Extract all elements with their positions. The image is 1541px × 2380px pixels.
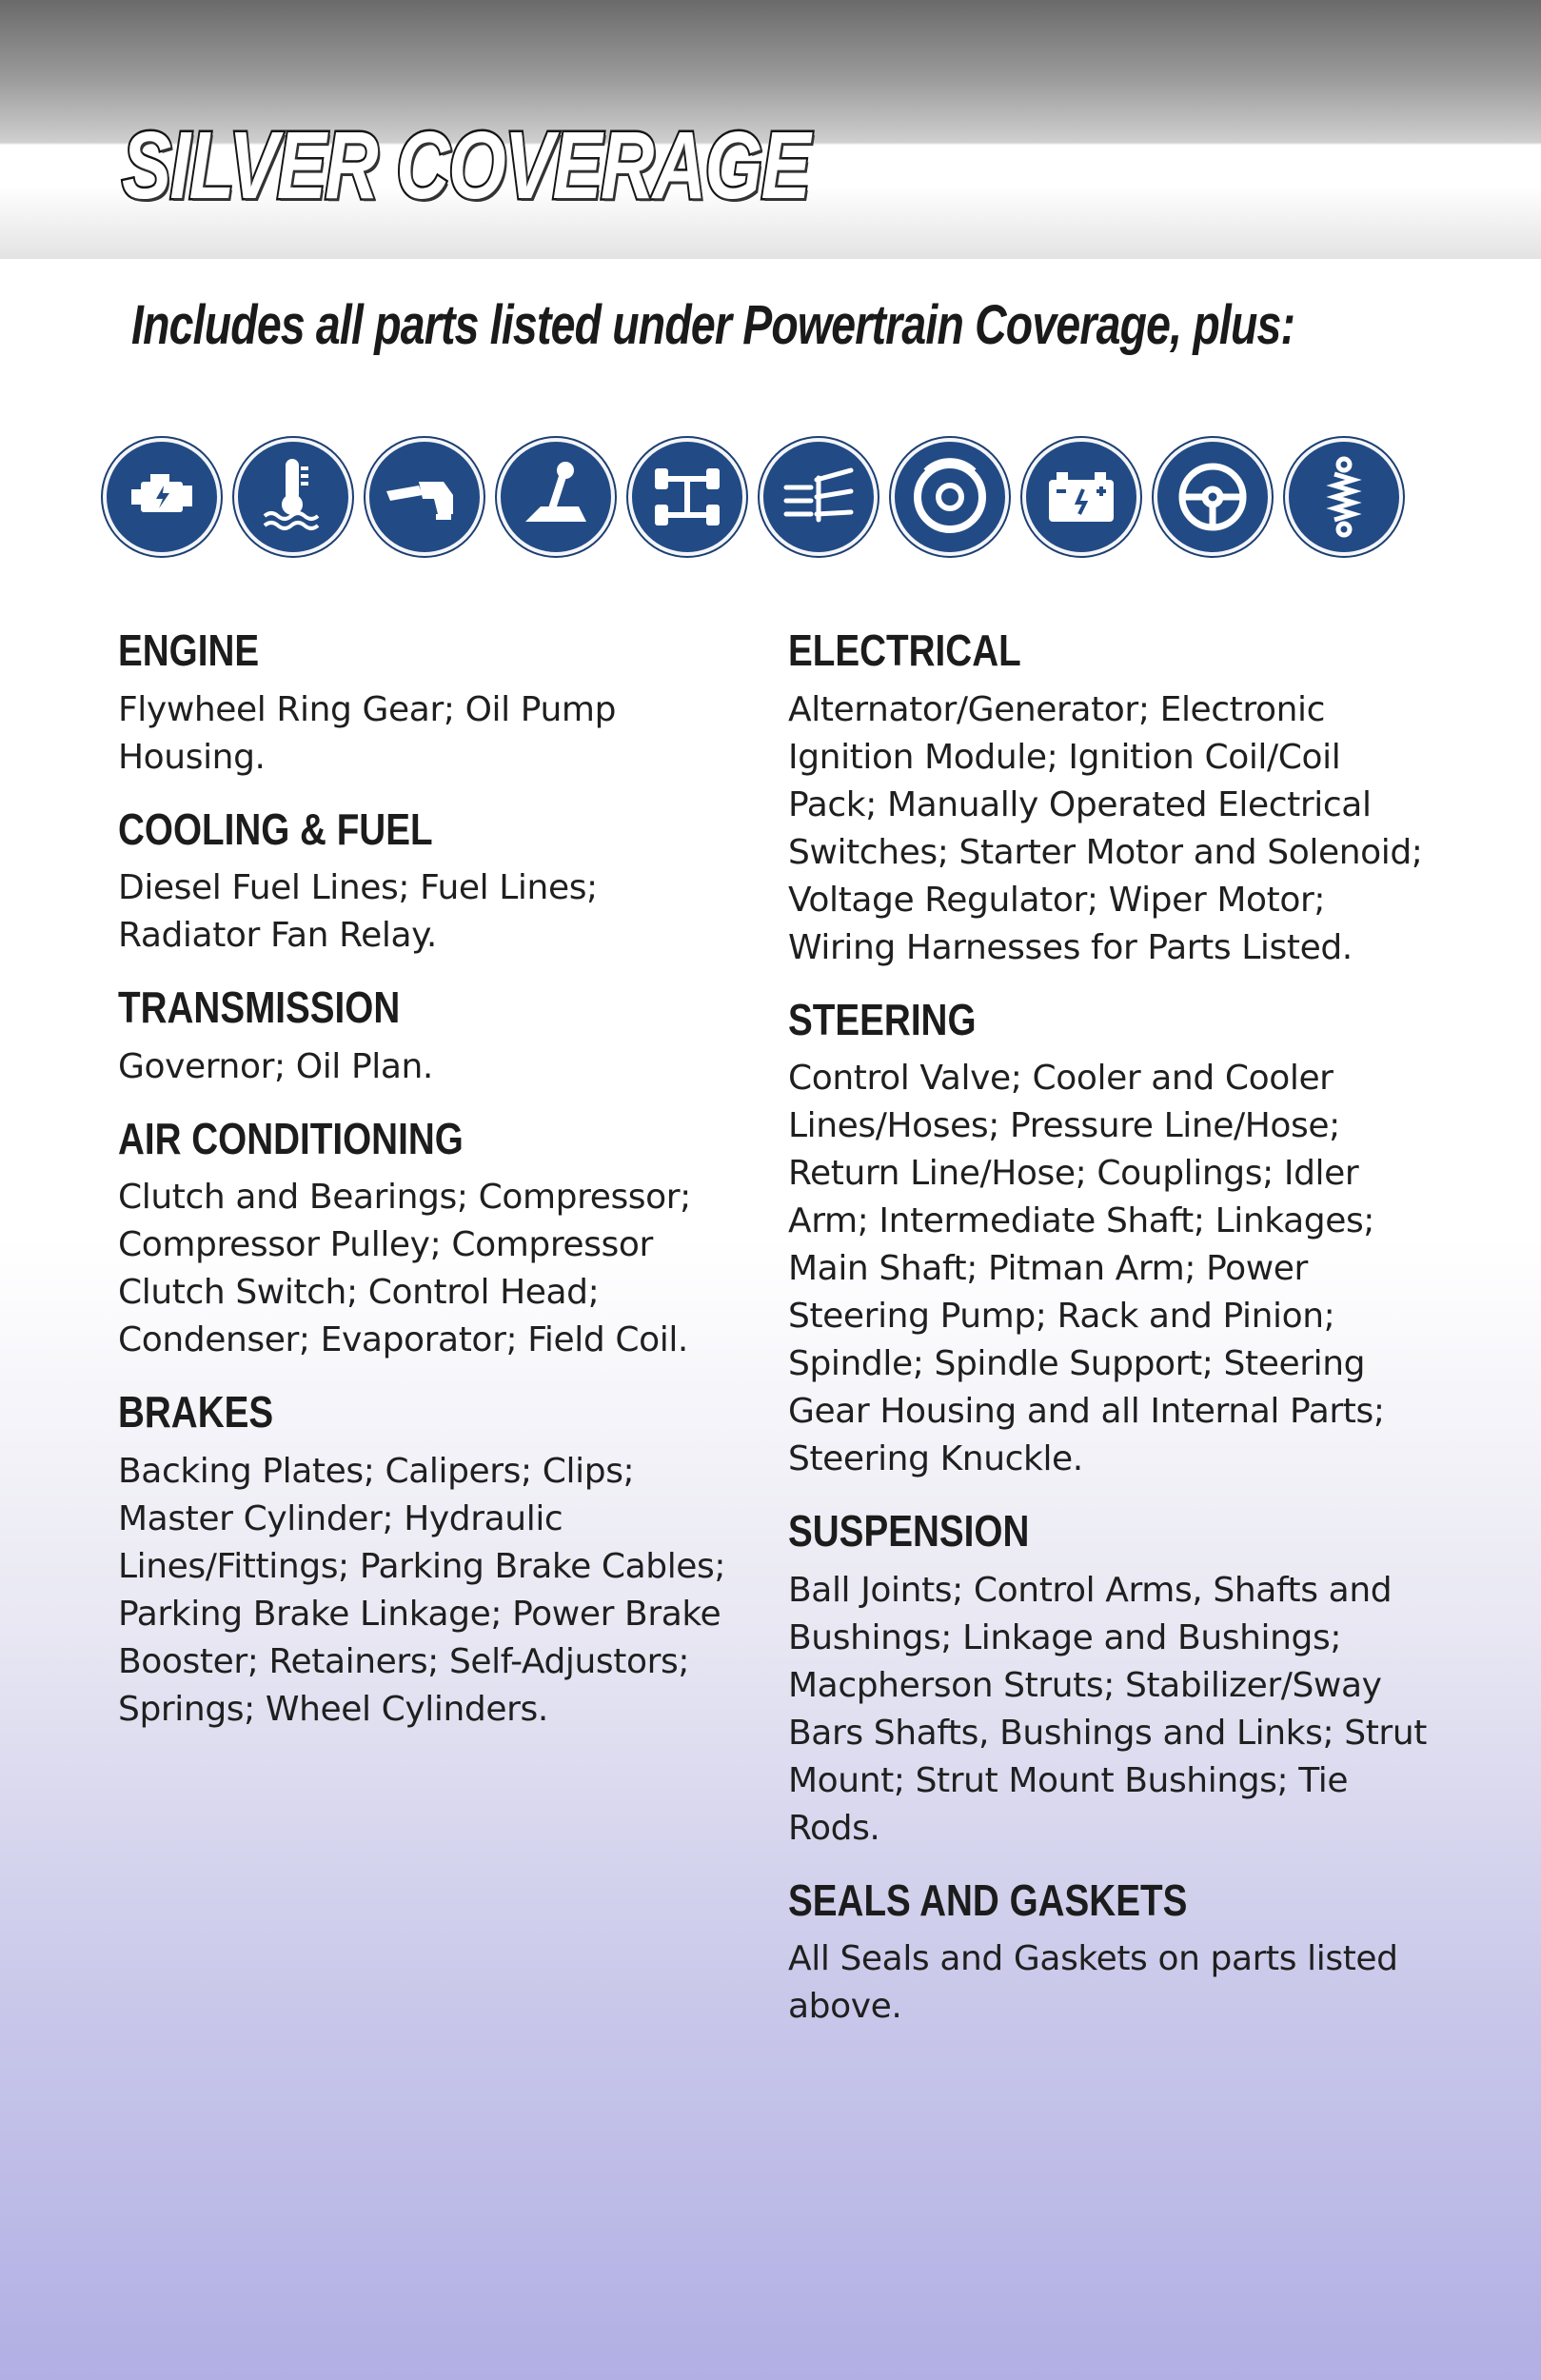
battery-icon	[1022, 438, 1140, 556]
section-seals-gaskets	[788, 1874, 1435, 2032]
section-text: Control Valve; Cooler and Cooler Lines/Hoses; Pressure Line/Hose; Return Line/Hose; Couplings; Idler Arm; Intermediate Shaft; Linkages; Main Shaft; Pitman Arm; Power Steering Pump; Rack and Pinion; Spindle; Spindle Support; Steering Gear Housing and all Internal Parts; Steering Knuckle.	[788, 1059, 1385, 1478]
section-text: Clutch and Bearings; Compressor; Compressor Pulley; Compressor Clutch Switch; Control Head; Condenser; Evaporator; Field Coil.	[118, 1178, 691, 1359]
axle-drivetrain-icon	[628, 438, 746, 556]
section-heading: SUSPENSION	[788, 1506, 1030, 1556]
section-heading: ENGINE	[118, 625, 260, 675]
steering-wheel-icon	[1154, 438, 1272, 556]
gear-shifter-icon	[497, 438, 615, 556]
section-steering	[788, 993, 1435, 1484]
section-text: Backing Plates; Calipers; Clips; Master Cylinder; Hydraulic Lines/Fittings; Parking Brake Cables; Parking Brake Linkage; Power Brake Booster; Retainers; Self-Adjustors; Springs; Wheel Cylinders.	[118, 1451, 726, 1729]
section-text: Alternator/Generator; Electronic Ignition Module; Ignition Coil/Coil Pack; Manually Operated Electrical Switches; Starter Motor and Solenoid; Voltage Regulator; Wiper Motor; Wiring Harnesses for Parts Listed.	[788, 689, 1423, 967]
section-engine	[118, 624, 727, 782]
section-text: Ball Joints; Control Arms, Shafts and Bushings; Linkage and Bushings; Macpherson Struts; Stabilizer/Sway Bars Shafts, Bushings and Links; Strut Mount; Strut Mount Bushings; Tie Rods.	[788, 1570, 1427, 1848]
section-heading: STEERING	[788, 994, 977, 1044]
brake-disc-icon	[891, 438, 1009, 556]
left-column	[118, 624, 727, 1755]
section-heading: SEALS AND GASKETS	[788, 1874, 1188, 1925]
shock-absorber-icon	[1285, 438, 1403, 556]
right-column	[788, 624, 1435, 2052]
section-heading: TRANSMISSION	[118, 982, 401, 1032]
section-cooling-fuel	[118, 803, 727, 961]
section-brakes	[118, 1385, 727, 1734]
section-heading: BRAKES	[118, 1387, 274, 1437]
coverage-icon-row	[103, 438, 1416, 562]
page-title: SILVER COVERAGE	[122, 112, 810, 219]
section-transmission	[118, 981, 727, 1091]
section-text: Diesel Fuel Lines; Fuel Lines; Radiator Fan Relay.	[118, 868, 598, 955]
air-conditioning-icon	[760, 438, 878, 556]
section-heading: COOLING & FUEL	[118, 803, 433, 854]
section-text: Flywheel Ring Gear; Oil Pump Housing.	[118, 689, 617, 777]
page-subtitle: Includes all parts listed under Powertrain Coverage, plus:	[131, 294, 1295, 356]
section-air-conditioning	[118, 1112, 727, 1365]
coolant-temperature-icon	[234, 438, 352, 556]
section-text: All Seals and Gaskets on parts listed above.	[788, 1939, 1398, 2026]
section-heading: ELECTRICAL	[788, 625, 1021, 675]
engine-icon	[103, 438, 221, 556]
section-heading: AIR CONDITIONING	[118, 1113, 464, 1163]
fuel-nozzle-icon	[365, 438, 484, 556]
section-text: Governor; Oil Plan.	[118, 1046, 433, 1086]
section-suspension	[788, 1504, 1435, 1853]
section-electrical	[788, 624, 1435, 972]
